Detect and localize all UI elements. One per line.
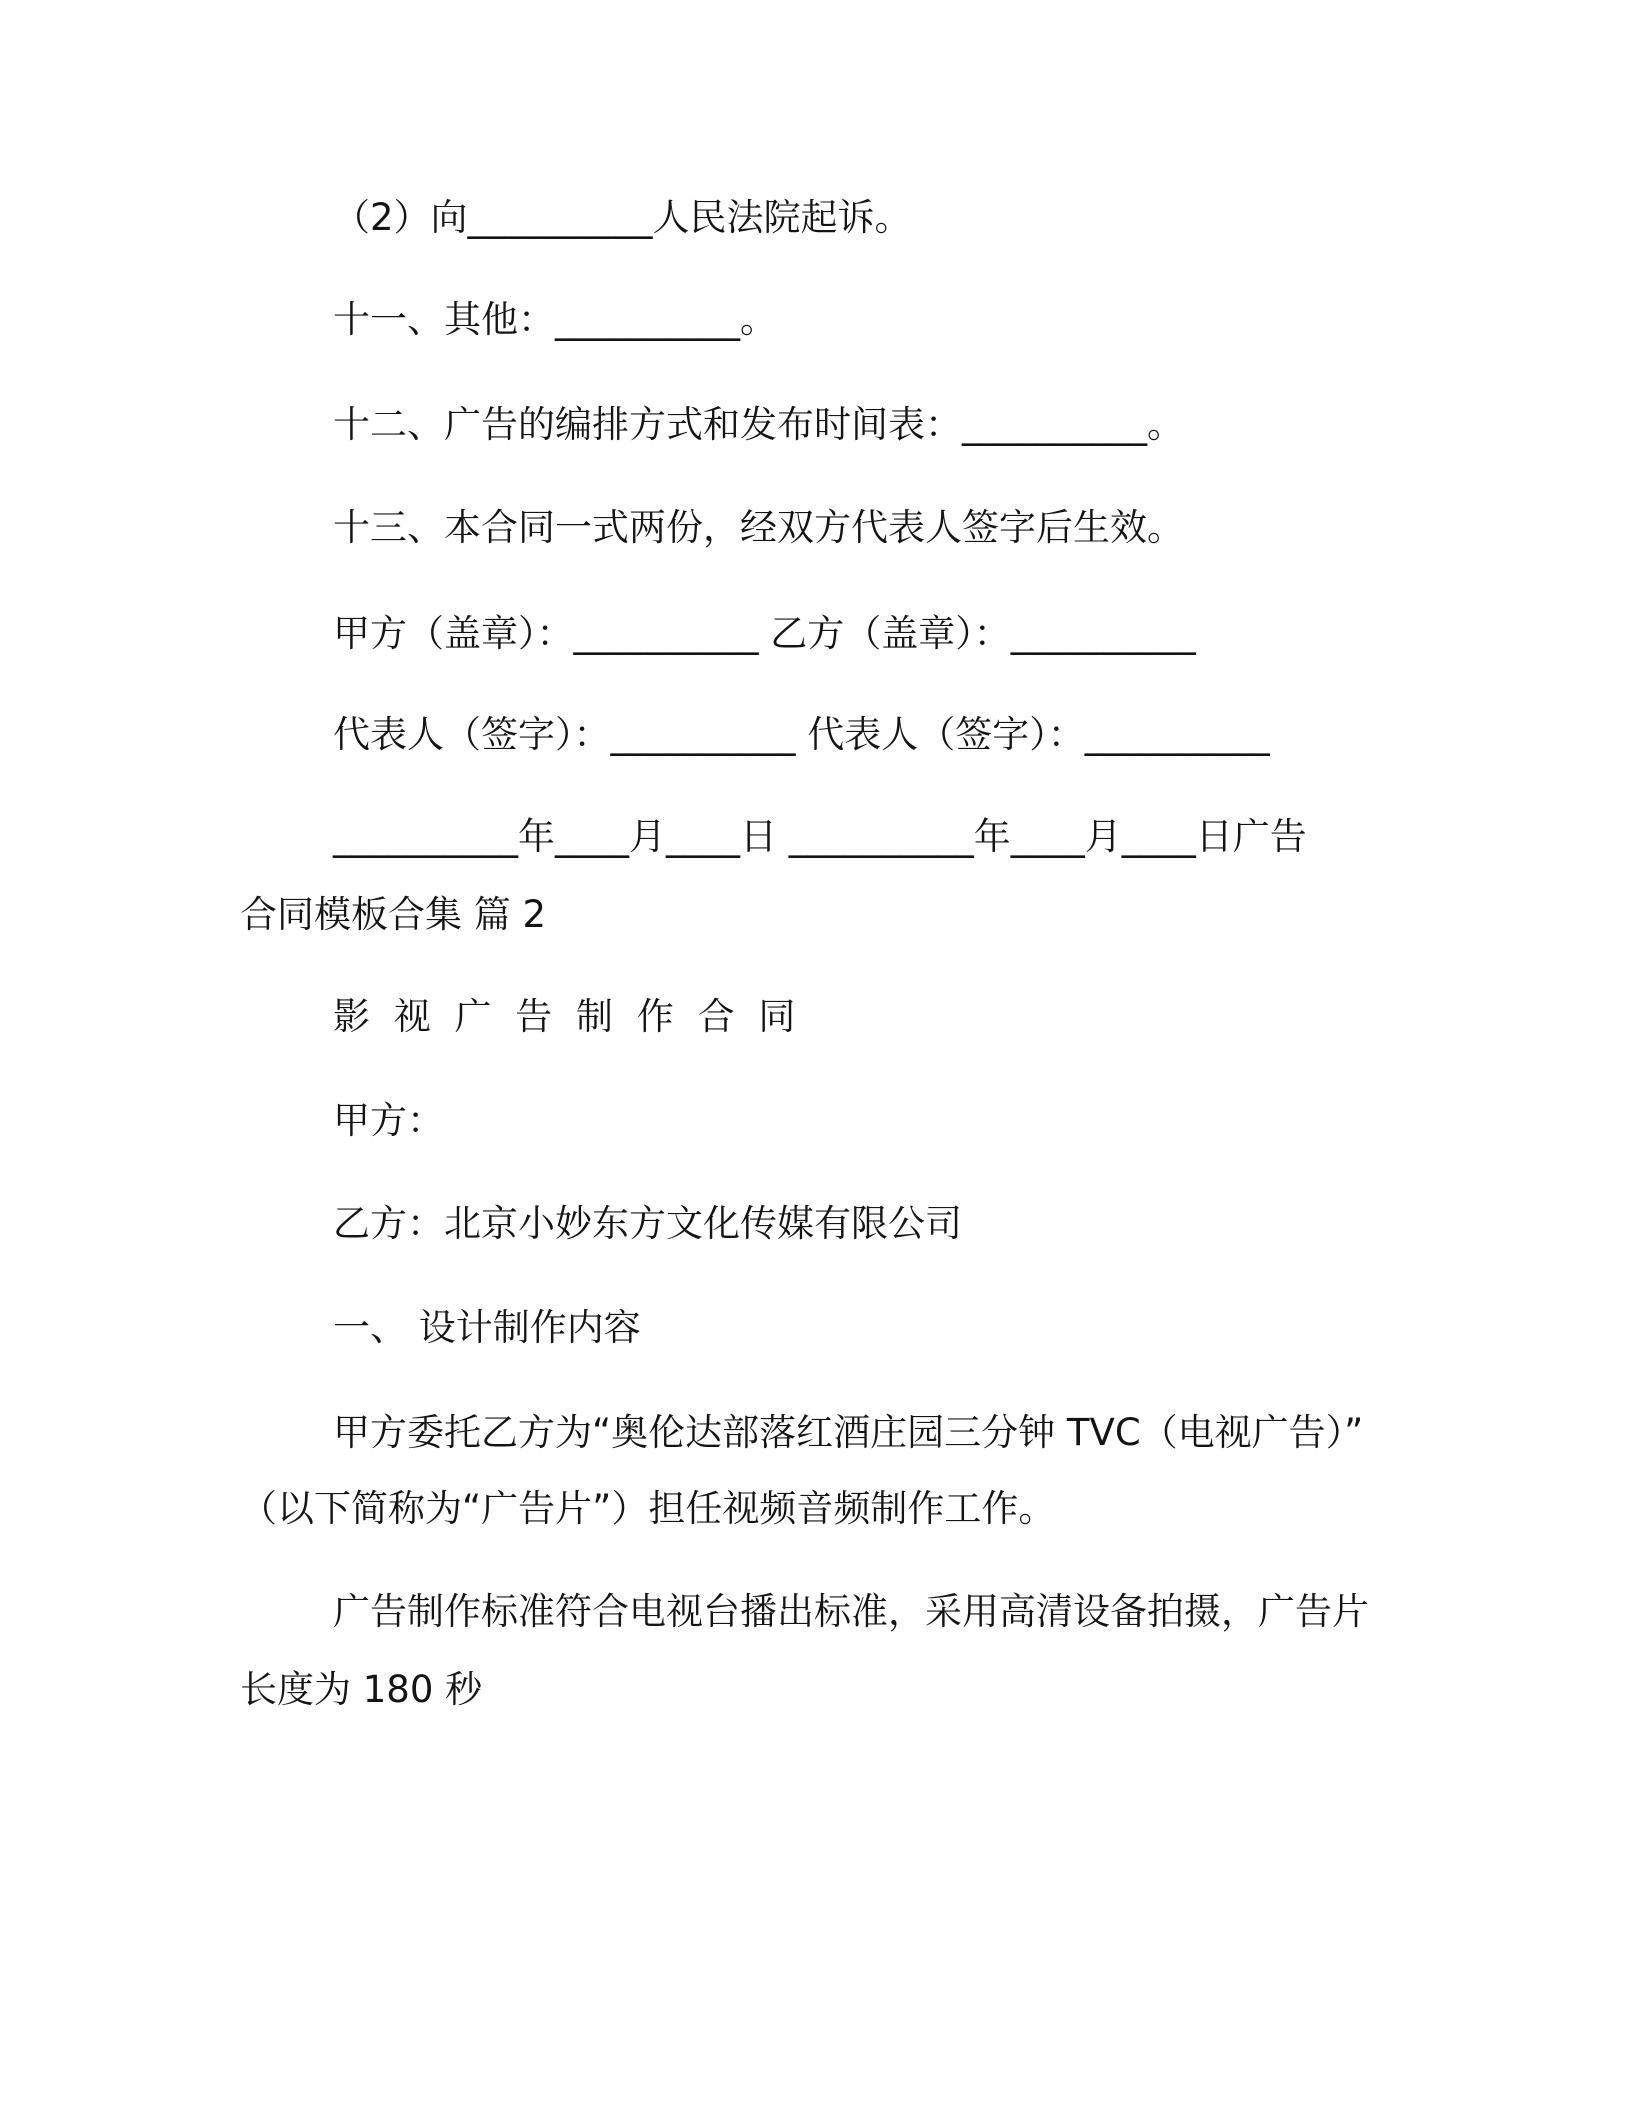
clause-12-schedule: 十二、广告的编排方式和发布时间表：__________。 bbox=[333, 403, 1184, 446]
article-1-heading: 一、 设计制作内容 bbox=[333, 1306, 641, 1349]
article-1-paragraph-1-line-1: 甲方委托乙方为“奥伦达部落红酒庄园三分钟 TVC（电视广告）” bbox=[333, 1411, 1364, 1454]
article-1-paragraph-2-line-1: 广告制作标准符合电视台播出标准，采用高清设备拍摄，广告片 bbox=[333, 1590, 1369, 1633]
signature-line: 代表人（签字）：__________ 代表人（签字）：__________ bbox=[333, 713, 1270, 756]
contract-title: 影 视 广 告 制 作 合 同 bbox=[333, 995, 802, 1038]
clause-13-effective: 十三、本合同一式两份，经双方代表人签字后生效。 bbox=[333, 506, 1184, 549]
clause-11-other: 十一、其他：__________。 bbox=[333, 298, 777, 341]
party-b: 乙方：北京小妙东方文化传媒有限公司 bbox=[333, 1202, 962, 1245]
seal-line: 甲方（盖章）：__________ 乙方（盖章）：__________ bbox=[333, 612, 1196, 655]
section-heading: 合同模板合集 篇 2 bbox=[240, 893, 547, 936]
article-1-paragraph-1-line-2: （以下简称为“广告片”）担任视频音频制作工作。 bbox=[240, 1487, 1056, 1530]
article-1-paragraph-2-line-2: 长度为 180 秒 bbox=[240, 1668, 483, 1711]
party-a: 甲方： bbox=[333, 1099, 444, 1142]
clause-10-option-2: （2）向__________人民法院起诉。 bbox=[333, 196, 912, 239]
date-line: __________年____月____日 __________年____月____日广告 bbox=[333, 815, 1307, 858]
